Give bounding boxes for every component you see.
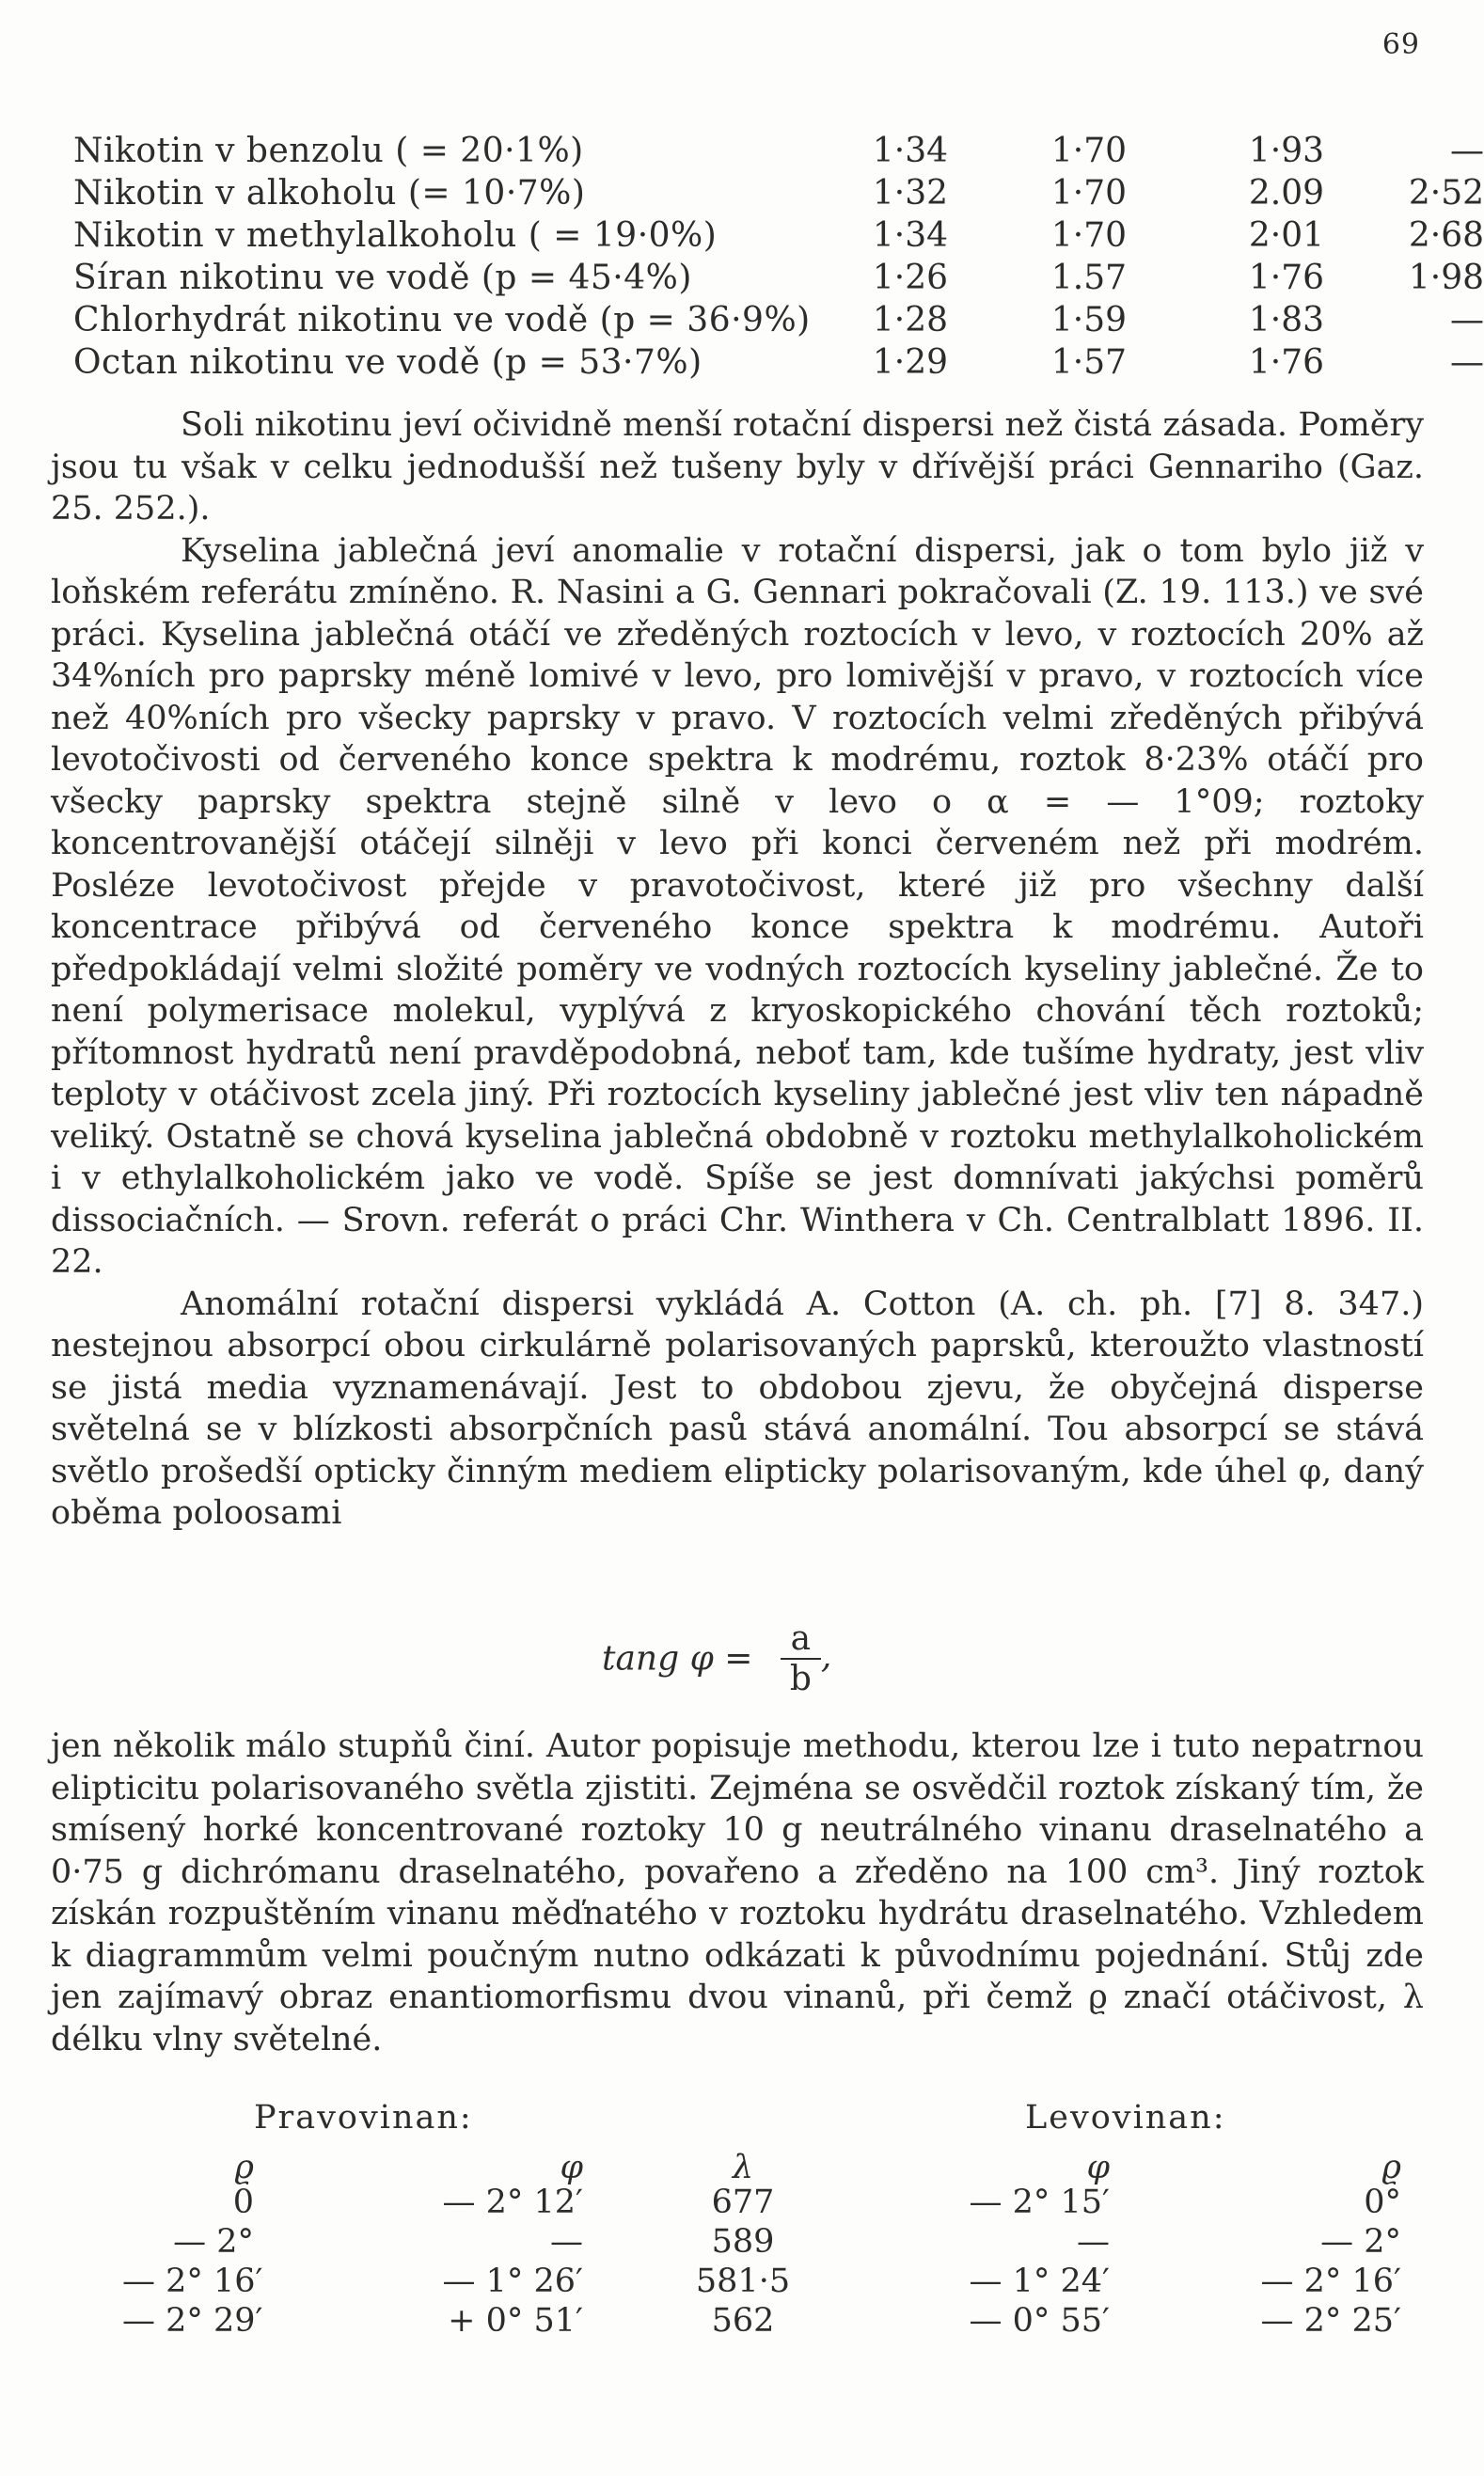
paragraph: Soli nikotinu jeví očividně menší rotační dispersi než čistá zásada. Poměry jsou tu však v celku jednodušší než tušeny byly v dřívější práci Gennariho (Gaz. 25. 252.). — [51, 406, 1424, 528]
fraction-denominator: b — [781, 1658, 821, 1698]
cell-value: — — [1450, 301, 1484, 339]
cell-value: 1.57 — [1050, 259, 1127, 297]
row-label: Nikotin v alkoholu (= 10·7%) — [73, 174, 586, 213]
cell-value: — 2° 25′ — [1260, 2302, 1401, 2340]
cell-value: — 1° 26′ — [442, 2263, 583, 2300]
cell-value: — 2° 16′ — [1260, 2263, 1401, 2300]
body-text — [51, 404, 1424, 1535]
cell-value: — 2° 16′ — [122, 2263, 263, 2300]
cell-value: 1·28 — [872, 301, 948, 339]
column-header: φ — [560, 2149, 583, 2186]
paragraph: jen několik málo stupňů činí. Autor popisuje methodu, kterou lze i tuto nepatrnou elipticitu polarisovaného světla zjistiti. Zejména se osvědčil roztok získaný tím, že smísený horké koncentrované roztoky 10 g neutrálného vinanu draselnatého a 0·75 g dichrómanu draselnatého, povařeno a zředěno na 100 cm³. Jiný roztok získán rozpuštěním vinanu měďnatého v roztoku hydrátu draselnatého. Vzhledem k diagrammům velmi poučným nutno odkázati k původnímu pojednání. Stůj zde jen zajímavý obraz enantiomorfismu dvou vinanů, při čemž ϱ značí otáčivost, λ délku vlny světelné. — [51, 1727, 1424, 2058]
cell-value: 581·5 — [695, 2263, 791, 2300]
cell-value: 1·34 — [872, 216, 948, 255]
cell-value: 2·52 — [1408, 174, 1484, 213]
table-row — [0, 2182, 1479, 2223]
nicotine-dispersion-table — [73, 130, 1484, 384]
cell-value: 1·32 — [872, 174, 948, 213]
cell-value: + 0° 51′ — [448, 2302, 583, 2340]
cell-value: 1·70 — [1050, 132, 1127, 170]
body-text-continued — [51, 1726, 1424, 2060]
cell-value: 589 — [711, 2223, 775, 2261]
cell-value: 1·70 — [1050, 216, 1127, 255]
table-row — [73, 341, 1484, 384]
cell-value: 2·01 — [1248, 216, 1324, 255]
cell-value: 2.09 — [1248, 174, 1324, 213]
cell-value: 1·26 — [872, 259, 948, 297]
table-row — [0, 2221, 1479, 2263]
table-row — [73, 130, 1484, 172]
cell-value: 1·57 — [1050, 343, 1127, 382]
column-header: ϱ — [234, 2149, 254, 2186]
table-row — [73, 299, 1484, 341]
cell-value: — 2° 12′ — [442, 2184, 583, 2221]
cell-value: — — [1450, 132, 1484, 170]
cell-value: 1·83 — [1248, 301, 1324, 339]
cell-value: 1·76 — [1248, 259, 1324, 297]
page-number: 69 — [1381, 28, 1420, 61]
cell-value: 1·70 — [1050, 174, 1127, 213]
equation-tail: , — [820, 1637, 832, 1676]
row-label: Nikotin v benzolu ( = 20·1%) — [73, 132, 584, 170]
table-row — [0, 2261, 1479, 2302]
cell-value: 1·34 — [872, 132, 948, 170]
cell-value: — — [1450, 343, 1484, 382]
paragraph: Kyselina jablečná jeví anomalie v rotační dispersi, jak o tom bylo již v loňském referátu zmíněno. R. Nasini a G. Gennari pokračovali (Z. 19. 113.) ve své práci. Kyselina jablečná otáčí ve zředěných roztocích v levo, v roztocích 20% až 34%ních pro paprsky méně lomivé v levo, pro lomivější v pravo, v roztocích více než 40%ních pro všecky paprsky v pravo. V roztocích velmi zředěných přibývá levotočivosti od červeného konce spektra k modrému, roztok 8·23% otáčí pro všecky paprsky spektra stejně silně v levo o α = — 1°09; roztoky koncentrovanější otáčejí silněji v levo při konci červeném než při modrém. Posléze levotočivost přejde v pravotočivost, které již pro všechny další koncentrace přibývá od červeného konce spektra k modrému. Autoři předpokládají velmi složité poměry ve vodných roztocích kyseliny jablečné. Že to není polymerisace molekul, vyplývá z kryoskopického chování těch roztoků; přítomnost hydratů není pravděpodobná, neboť tam, kde tušíme hydraty, jest vliv teploty v otáčivost zcela jiný. Při roztocích kyseliny jablečné jest vliv ten nápadně veliký. Ostatně se chová kyselina jablečná obdobně v roztoku methylalkoholickém i v ethylalkoholickém jako ve vodě. Spíše se jest domnívati jakýchsi poměrů dissociačních. — Srovn. referát o práci Chr. Winthera v Ch. Centralblatt 1896. II. 22. — [51, 531, 1424, 1281]
cell-value: — 2° 29′ — [122, 2302, 263, 2340]
column-header: λ — [732, 2149, 754, 2186]
row-label: Nikotin v methylalkoholu ( = 19·0%) — [73, 216, 718, 255]
equation — [602, 1619, 831, 1698]
cell-value: — 1° 24′ — [969, 2263, 1110, 2300]
cell-value: — 0° 55′ — [969, 2302, 1110, 2340]
cell-value: — 2° — [173, 2223, 254, 2261]
table-row — [73, 172, 1484, 214]
cell-value: 0° — [1364, 2184, 1401, 2221]
header-pravovinan: Pravovinan: — [254, 2099, 473, 2137]
cell-value: — 2° — [1320, 2223, 1401, 2261]
column-header: ϱ — [1381, 2149, 1401, 2186]
cell-value: 1·59 — [1050, 301, 1127, 339]
equation-lhs: tang φ = — [602, 1639, 753, 1679]
fraction — [781, 1619, 821, 1698]
header-levovinan: Levovinan: — [1025, 2099, 1226, 2137]
cell-value: 677 — [711, 2184, 775, 2221]
table-row — [0, 2300, 1479, 2342]
cell-value: 1·29 — [872, 343, 948, 382]
row-label: Octan nikotinu ve vodě (p = 53·7%) — [73, 343, 703, 382]
cell-value: 1·93 — [1248, 132, 1324, 170]
cell-value: 0 — [232, 2184, 254, 2221]
column-header: φ — [1086, 2149, 1110, 2186]
row-label: Chlorhydrát nikotinu ve vodě (p = 36·9%) — [73, 301, 811, 339]
cell-value: 2·68 — [1408, 216, 1484, 255]
fraction-numerator: a — [790, 1619, 812, 1658]
table-row — [73, 214, 1484, 257]
cell-value: — — [550, 2223, 583, 2261]
cell-value: — 2° 15′ — [969, 2184, 1110, 2221]
table-row — [73, 257, 1484, 299]
cell-value: 1·98 — [1408, 259, 1484, 297]
cell-value: 562 — [711, 2302, 775, 2340]
cell-value: — — [1077, 2223, 1110, 2261]
cell-value: 1·76 — [1248, 343, 1324, 382]
row-label: Síran nikotinu ve vodě (p = 45·4%) — [73, 259, 692, 297]
paragraph: Anomální rotační dispersi vykládá A. Cotton (A. ch. ph. [7] 8. 347.) nestejnou absorpcí obou cirkulárně polarisovaných paprsků, kteroužto vlastností se jistá media vyznamenávají. Jest to obdobou zjevu, že obyčejná disperse světelná se v blízkosti absorpčních pasů stává anomální. Tou absorpcí se stává světlo prošedší opticky činným mediem elipticky polarisovaným, kde úhel φ, daný oběma poloosami — [51, 1285, 1424, 1532]
